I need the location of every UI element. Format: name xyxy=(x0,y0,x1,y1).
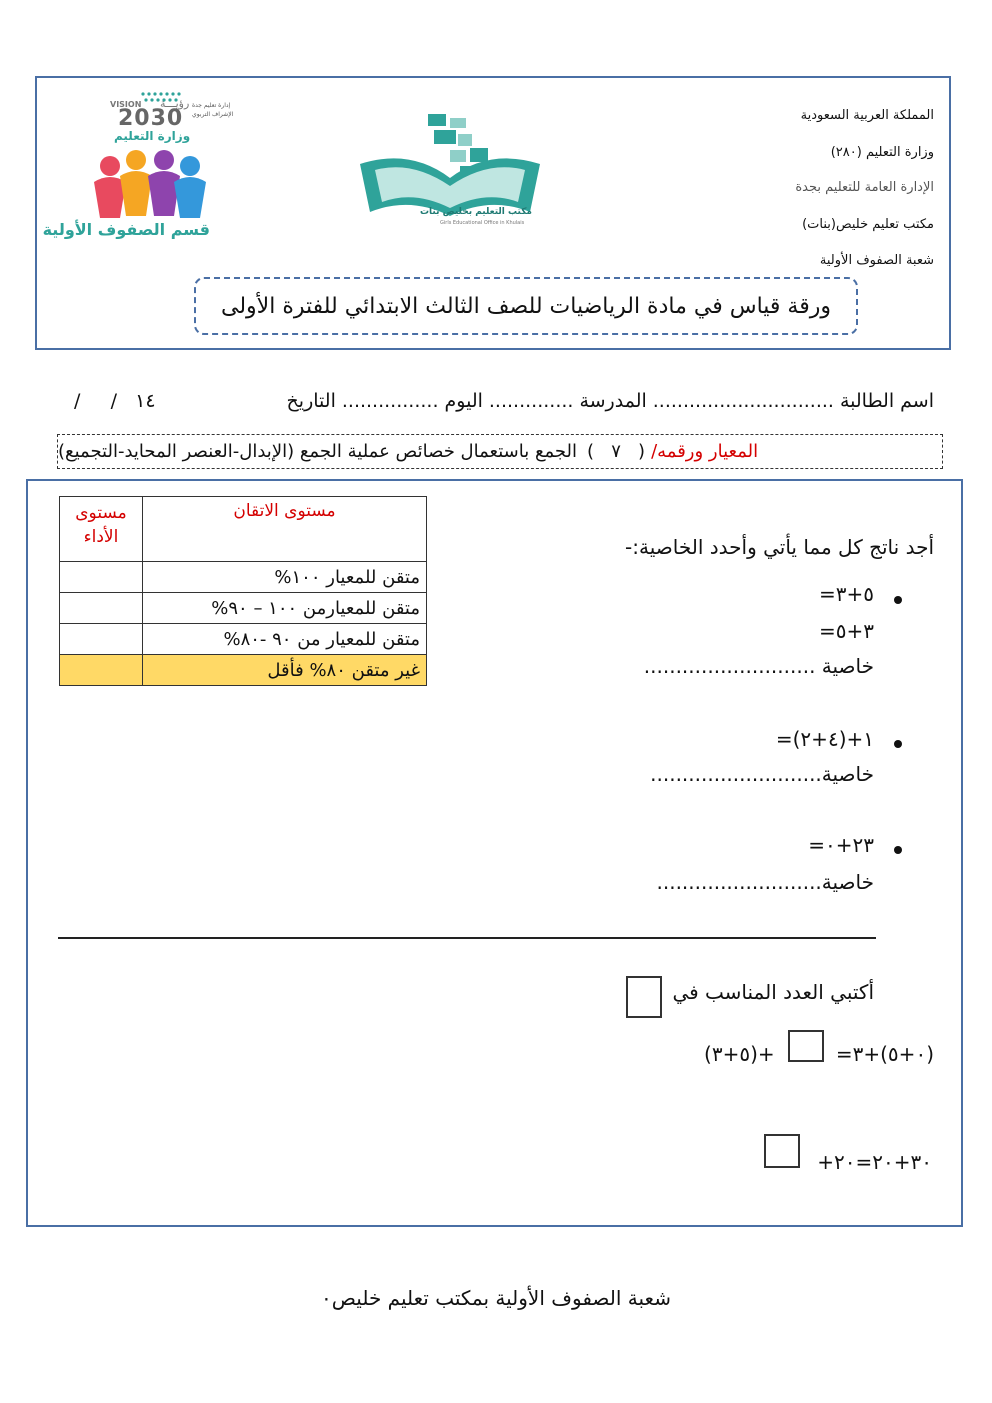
vision-2030-logo xyxy=(110,86,234,146)
office-logo-name: مكتب التعليم بخليص بنات xyxy=(420,207,532,217)
vision-side-text-2: الإشراف التربوي xyxy=(192,111,234,118)
school-field[interactable]: .............. xyxy=(488,390,574,412)
school-label: المدرسة xyxy=(579,390,647,412)
name-label: اسم الطالبة xyxy=(839,390,934,412)
bullet-icon xyxy=(894,846,902,854)
office-logo xyxy=(350,104,550,234)
performance-cell[interactable] xyxy=(60,624,143,655)
mastery-level-cell: متقن للمعيار ١٠٠% xyxy=(143,562,427,593)
name-field[interactable]: .............................. xyxy=(652,390,834,412)
standard-number: ( ٧ ) xyxy=(587,441,646,462)
page-title: ورقة قياس في مادة الرياضيات للصف الثالث الابتدائي للفترة الأولى xyxy=(221,293,831,319)
performance-header: مستوى الأداء xyxy=(60,497,143,562)
q1-item2-property[interactable]: خاصية........................... xyxy=(650,762,874,786)
day-field[interactable]: ................ xyxy=(341,390,439,412)
question1-instruction: أجد ناتج كل مما يأتي وأحدد الخاصية:- xyxy=(625,535,934,559)
q1-item1-line1: ٥+٣= xyxy=(818,582,874,606)
q1-item3-property[interactable]: خاصية.......................... xyxy=(656,870,874,894)
day-label: اليوم xyxy=(444,390,483,412)
date-label: التاريخ xyxy=(286,390,336,412)
table-row-highlight xyxy=(60,655,427,686)
answer-box-example xyxy=(626,976,662,1018)
primary-dept-text: قسم الصفوف الأولية xyxy=(42,220,210,239)
footer-text: شعبة الصفوف الأولية بمكتب تعليم خليص٠ xyxy=(321,1286,671,1310)
mastery-level-cell: متقن للمعيار من ٩٠ -٨٠% xyxy=(143,624,427,655)
org-country: المملكة العربية السعودية xyxy=(800,108,934,123)
mastery-level-header: مستوى الاتقان xyxy=(143,497,427,562)
mastery-level-cell: متقن للمعيارمن ١٠٠ – ٩٠% xyxy=(143,593,427,624)
table-row xyxy=(60,562,427,593)
date-field[interactable]: / / ١٤ xyxy=(74,390,156,412)
answer-box-eq1[interactable] xyxy=(788,1030,824,1062)
org-ministry: وزارة التعليم (٢٨٠) xyxy=(830,145,934,160)
mastery-table xyxy=(59,496,427,686)
q2-eq2: ٣٠+٢٠=٢٠+ xyxy=(817,1150,932,1174)
q2-eq1-left: (٠+٥)+٣= xyxy=(835,1042,934,1066)
standard-description: الجمع باستعمال خصائص عملية الجمع (الإبدال-العنصر المحايد-التجميع) xyxy=(58,441,578,462)
bullet-icon xyxy=(894,740,902,748)
q1-item1-line2: ٣+٥= xyxy=(818,619,874,643)
performance-cell[interactable] xyxy=(60,655,143,686)
student-info-line xyxy=(281,390,934,412)
standard-box xyxy=(57,434,943,469)
answer-box-eq2[interactable] xyxy=(764,1134,800,1168)
title-box xyxy=(194,277,858,335)
vision-ministry: وزارة التعليم xyxy=(114,129,191,143)
primary-dept-logo xyxy=(42,148,220,258)
bullet-icon xyxy=(894,596,902,604)
q1-item3-line1: ٢٣+٠= xyxy=(808,833,874,857)
mastery-header-row xyxy=(60,497,427,562)
q1-item1-property[interactable]: خاصية ........................... xyxy=(643,654,874,678)
table-row xyxy=(60,593,427,624)
children-figures-icon xyxy=(80,148,220,228)
vision-arabic: رؤيـــة xyxy=(160,97,190,110)
org-office: مكتب تعليم خليص(بنات) xyxy=(802,217,934,232)
section-divider xyxy=(58,937,876,939)
org-directorate: الإدارة العامة للتعليم بجدة xyxy=(795,180,934,195)
performance-cell[interactable] xyxy=(60,562,143,593)
vision-year: 2030 xyxy=(118,106,184,131)
question2-instruction: أكتبي العدد المناسب في xyxy=(672,980,874,1004)
performance-cell[interactable] xyxy=(60,593,143,624)
vision-side-text: إدارة تعليم جدة xyxy=(192,102,231,109)
org-section: شعبة الصفوف الأولية xyxy=(819,253,934,268)
table-row xyxy=(60,624,427,655)
mastery-level-cell: غير متقن ٨٠% فأقل xyxy=(143,655,427,686)
q1-item2-line1: ١+(٤+٢)= xyxy=(775,727,874,751)
q2-eq1-right: +(٥+٣) xyxy=(704,1042,775,1066)
vision-word: VISION xyxy=(110,100,142,109)
office-logo-english: Girls Educational Office in Khulais xyxy=(440,220,525,226)
standard-label: المعيار ورقمه/ xyxy=(651,441,759,462)
